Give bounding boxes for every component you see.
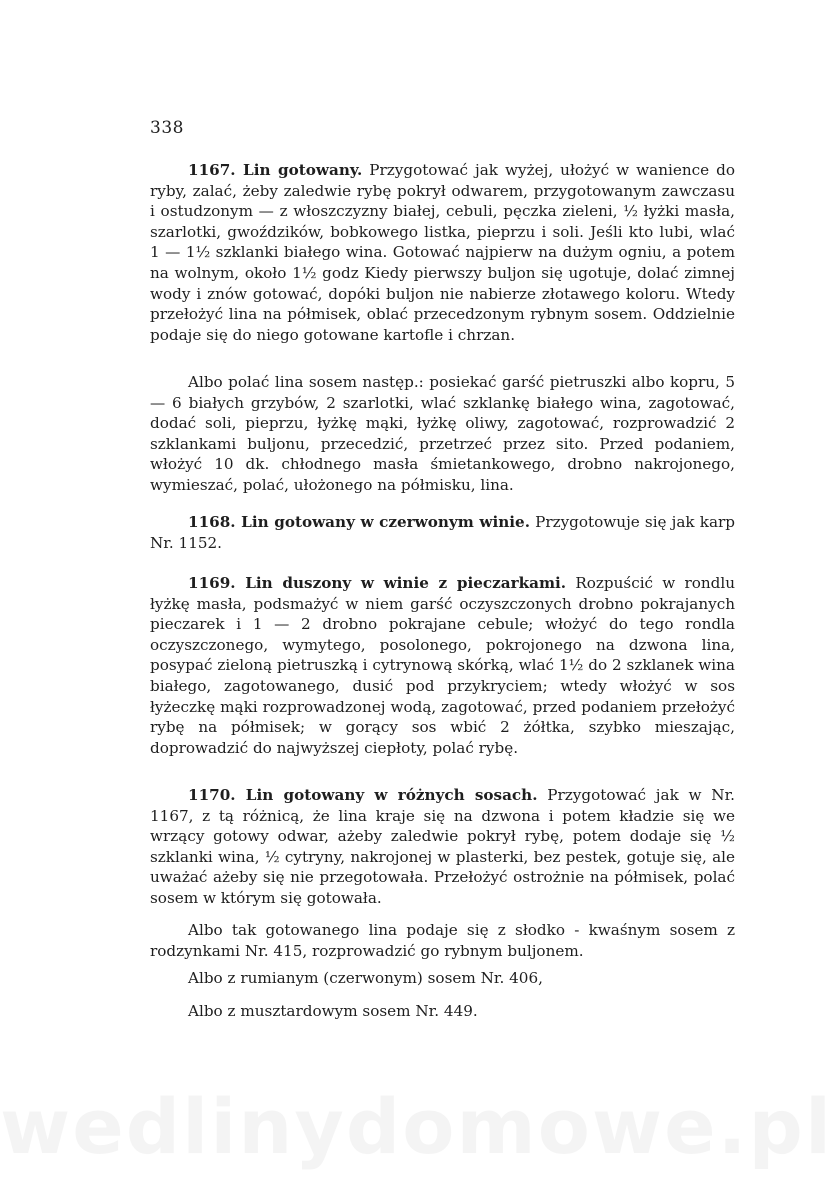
recipe-1170-alternative-2 (150, 968, 735, 989)
recipe-1170-alternative-1 (150, 920, 735, 961)
page-number: 338 (150, 118, 184, 138)
recipe-1168-title: 1168. Lin gotowany w czerwonym winie. (188, 513, 530, 531)
recipe-1167 (150, 160, 735, 345)
recipe-1168-text: Przygotowuje się jak karp Nr. 1152. (150, 513, 735, 552)
recipe-1168-paragraph (150, 512, 735, 553)
recipe-1168 (150, 512, 735, 553)
recipe-1170-alt3-text: Albo z musztardowym sosem Nr. 449. (188, 1002, 478, 1020)
recipe-1167-alternative (150, 372, 735, 496)
watermark (0, 1082, 829, 1171)
recipe-1170-alt1-text: Albo tak gotowanego lina podaje się z słodko - kwaśnym sosem z rodzynkami Nr. 415, rozprowadzić go rybnym buljonem. (150, 921, 735, 960)
recipe-1170-alternative-3 (150, 1001, 735, 1022)
recipe-1169-paragraph (150, 573, 735, 758)
recipe-1167-alt-text: Albo polać lina sosem następ.: posiekać garść pietruszki albo kopru, 5 — 6 białych grzybów, 2 szarlotki, wlać szklankę białego wina, zagotować, dodać soli, pieprzu, łyżkę mąki, łyżkę oliwy, zagotować, rozprowadzić 2 szklankami buljonu, przecedzić, przetrzeć przez sito. Przed podaniem, włożyć 10 dk. chłodnego masła śmietankowego, drobno nakrojonego, wymieszać, polać, ułożonego na półmisku, lina. (150, 373, 735, 494)
recipe-1169-text: Rozpuścić w rondlu łyżkę masła, podsmażyć w niem garść oczyszczonych drobno pokrajanych pieczarek i 1 — 2 drobno pokrajane cebule; włożyć do tego rondla oczyszczonego, wymytego, posolonego, pokrojonego na dzwona lina, posypać zieloną pietruszką i cytrynową skórką, wlać 1½ do 2 szklanek wina białego, zagotowanego, dusić pod przykryciem; wtedy włożyć w sos łyżeczkę mąki rozprowadzonej wodą, zagotować, przed podaniem przełożyć rybę na półmisek; w gorący sos wbić 2 żółtka, szybko mieszając, doprowadzić do najwyższej ciepłoty, polać rybę. (150, 574, 736, 757)
recipe-1167-title: 1167. Lin gotowany. (188, 161, 363, 179)
recipe-1170 (150, 785, 735, 909)
recipe-1170-text: Przygotować jak w Nr. 1167, z tą różnicą, że lina kraje się na dzwona i potem kładzie się we wrzący gotowy odwar, ażeby zaledwie pokrył rybę, potem dodaje się ½ szklanki wina, ½ cytryny, nakrojonej w plasterki, bez pestek, gotuje się, ale uważać ażeby się nie przegotowała. Przełożyć ostrożnie na półmisek, polać sosem w którym się gotowała. (150, 786, 736, 907)
recipe-1167-paragraph (150, 160, 735, 345)
recipe-1169 (150, 573, 735, 758)
recipe-1170-alt2-text: Albo z rumianym (czerwonym) sosem Nr. 406, (188, 969, 543, 987)
recipe-1169-title: 1169. Lin duszony w winie z pieczarkami. (188, 574, 567, 592)
recipe-1167-text: Przygotować jak wyżej, ułożyć w wanience do ryby, zalać, żeby zaledwie rybę pokrył odwarem, przygotowanym zawczasu i ostudzonym — z włoszczyzny białej, cebuli, pęczka zieleni, ½ łyżki masła, szarlotki, gwoździków, bobkowego listka, pieprzu i soli. Jeśli kto lubi, wlać 1 — 1½ szklanki białego wina. Gotować najpierw na dużym ogniu, a potem na wolnym, około 1½ godz Kiedy pierwszy buljon się ugotuje, dolać zimnej wody i znów gotować, dopóki buljon nie nabierze złotawego koloru. Wtedy przełożyć lina na półmisek, oblać przecedzonym rybnym sosem. Oddzielnie podaje się do niego gotowane kartofle i chrzan. (150, 161, 736, 344)
recipe-1170-title: 1170. Lin gotowany w różnych sosach. (188, 786, 538, 804)
recipe-1170-paragraph (150, 785, 735, 909)
